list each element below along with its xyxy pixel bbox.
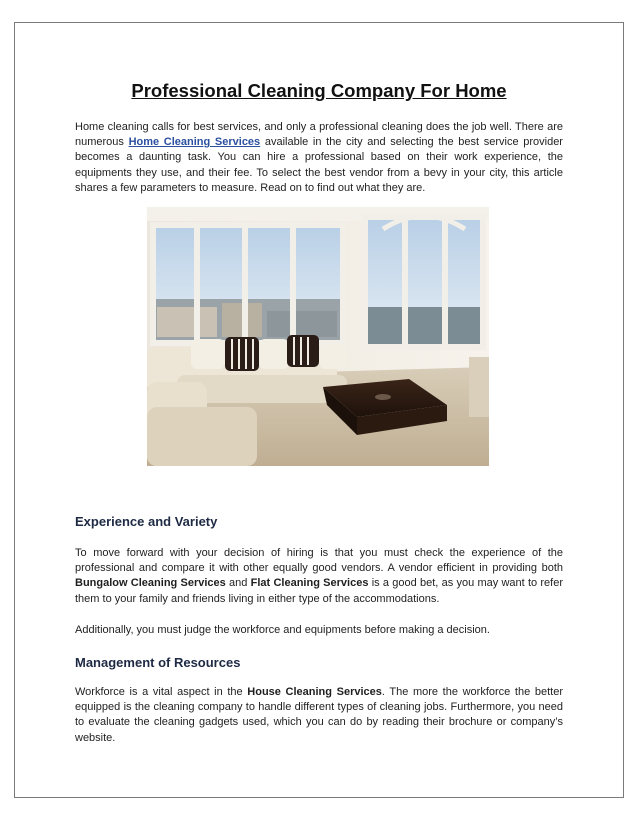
management-text-b: . The more the workforce the better equipped is the cleaning company to handle different types of cleaning jobs. Furthermore, you need to evaluate the cleaning gadgets used, which you can do by reading their brochure or company’s website.: [75, 686, 563, 744]
section-heading-management: Management of Resources: [75, 655, 241, 670]
intro-text-b: available in the city and selecting the best service provider becomes a daunting task. You can hire a professional based on their work experience, the equipments they use, and their fee. To select the best vendor from a bevy in your city, this article shares a few parameters to measure. Read on to find out what they are.: [75, 136, 563, 194]
experience-text-a: To move forward with your decision of hiring is that you must check the experience of the professional and compare it with other equally good vendors. A vendor efficient in providing both: [75, 547, 563, 575]
house-cleaning-services-term: House Cleaning Services: [247, 686, 382, 698]
bungalow-cleaning-services-term: Bungalow Cleaning Services: [75, 577, 226, 590]
section-heading-experience: Experience and Variety: [75, 514, 218, 529]
intro-text-a: Home cleaning calls for best services, and only a professional cleaning does the job well. There are numerous: [75, 121, 563, 149]
living-room-illustration: [147, 207, 489, 466]
flat-cleaning-services-term: Flat Cleaning Services: [250, 577, 369, 590]
intro-paragraph: [75, 120, 563, 196]
workforce-judgement-paragraph: Additionally, you must judge the workforce and equipments before making a decision.: [75, 624, 490, 636]
experience-text-c: is a good bet, as you may want to refer them to your family and friends living in either type of the accommodations.: [75, 577, 564, 605]
page-title: Professional Cleaning Company For Home: [131, 80, 507, 101]
management-paragraph: [75, 685, 563, 746]
management-text-a: Workforce is a vital aspect in the: [75, 686, 248, 698]
home-cleaning-services-link[interactable]: Home Cleaning Services: [128, 136, 261, 149]
experience-text-b: and: [225, 577, 251, 590]
living-room-photo: [147, 207, 489, 466]
experience-paragraph: [75, 546, 563, 607]
